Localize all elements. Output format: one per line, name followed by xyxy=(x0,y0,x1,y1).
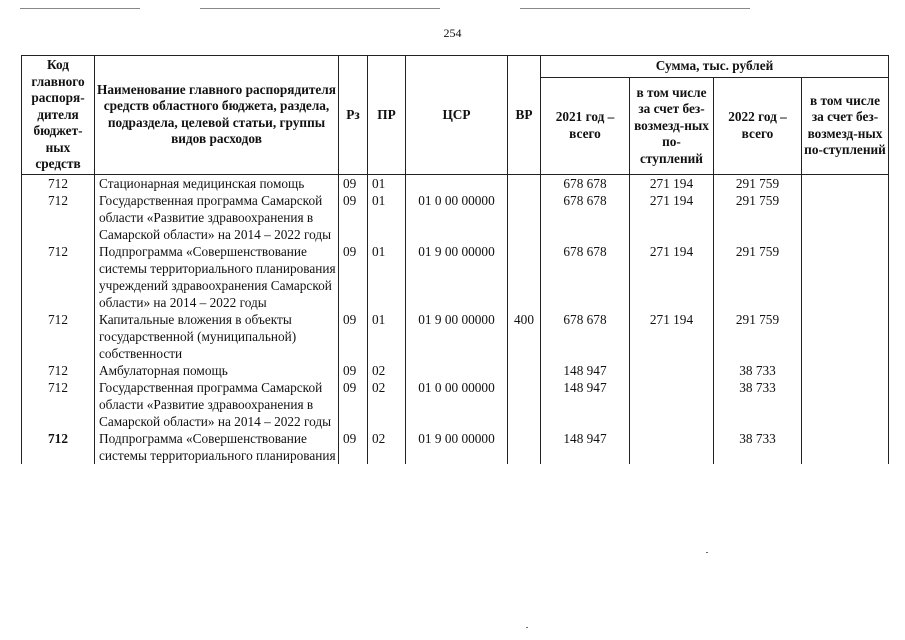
cell-2022-free xyxy=(802,379,889,430)
top-rule-right xyxy=(520,8,750,9)
cell-name: Государственная программа Самарской области «Развитие здравоохранения в Самарской области» на 2014 – 2022 годы xyxy=(95,379,339,430)
table-row xyxy=(22,174,889,192)
cell-code: 712 xyxy=(22,174,95,192)
cell-2021-total: 678 678 xyxy=(541,243,630,311)
header-pr: ПР xyxy=(368,56,406,175)
cell-csr: 01 0 00 00000 xyxy=(406,379,508,430)
header-vr: ВР xyxy=(508,56,541,175)
cell-name: Амбулаторная помощь xyxy=(95,362,339,379)
header-rz: Рз xyxy=(339,56,368,175)
cell-pr: 01 xyxy=(368,174,406,192)
cell-2021-total: 678 678 xyxy=(541,174,630,192)
header-2022-free: в том числе за счет без-возмезд-ных по-ступлений xyxy=(802,78,889,175)
header-2021-free: в том числе за счет без-возмезд-ных по-ступлений xyxy=(630,78,714,175)
cell-2021-free: 271 194 xyxy=(630,174,714,192)
cell-2022-free xyxy=(802,362,889,379)
cell-2022-total: 291 759 xyxy=(714,243,802,311)
cell-2022-free xyxy=(802,174,889,192)
cell-2022-total: 291 759 xyxy=(714,174,802,192)
cell-pr: 02 xyxy=(368,379,406,430)
cell-2021-free: 271 194 xyxy=(630,192,714,243)
table-row xyxy=(22,243,889,311)
cell-rz: 09 xyxy=(339,311,368,362)
cell-pr: 01 xyxy=(368,311,406,362)
cell-name: Подпрограмма «Совершенствование системы территориального планирования xyxy=(95,430,339,464)
cell-pr: 01 xyxy=(368,243,406,311)
cell-csr: 01 9 00 00000 xyxy=(406,430,508,464)
cell-2022-total: 291 759 xyxy=(714,311,802,362)
page-number: 254 xyxy=(443,26,462,40)
cell-2021-total: 148 947 xyxy=(541,430,630,464)
table-row xyxy=(22,379,889,430)
cell-rz: 09 xyxy=(339,362,368,379)
cell-2022-free xyxy=(802,243,889,311)
cell-code: 712 xyxy=(22,243,95,311)
cell-rz: 09 xyxy=(339,174,368,192)
cell-pr: 02 xyxy=(368,362,406,379)
scan-speck xyxy=(706,552,708,553)
cell-vr xyxy=(508,192,541,243)
cell-vr xyxy=(508,379,541,430)
cell-code: 712 xyxy=(22,192,95,243)
cell-rz: 09 xyxy=(339,430,368,464)
cell-2021-total: 678 678 xyxy=(541,311,630,362)
header-csr: ЦСР xyxy=(406,56,508,175)
cell-2021-free: 271 194 xyxy=(630,311,714,362)
cell-rz: 09 xyxy=(339,243,368,311)
cell-pr: 02 xyxy=(368,430,406,464)
cell-name: Подпрограмма «Совершенствование системы территориального планирования учреждений здравоохранения Самарской области» на 2014 – 2022 годы xyxy=(95,243,339,311)
cell-vr xyxy=(508,430,541,464)
cell-vr: 400 xyxy=(508,311,541,362)
table-row xyxy=(22,192,889,243)
cell-csr: 01 9 00 00000 xyxy=(406,243,508,311)
cell-2022-total: 38 733 xyxy=(714,379,802,430)
header-2021-total: 2021 год – всего xyxy=(541,78,630,175)
cell-2022-free xyxy=(802,311,889,362)
header-code: Код главного распоря-дителя бюджет-ных средств xyxy=(22,56,95,175)
cell-csr xyxy=(406,174,508,192)
cell-2022-total: 291 759 xyxy=(714,192,802,243)
table-row xyxy=(22,311,889,362)
budget-table xyxy=(21,55,889,464)
cell-code: 712 xyxy=(22,430,95,464)
header-2022-total: 2022 год – всего xyxy=(714,78,802,175)
cell-2021-total: 678 678 xyxy=(541,192,630,243)
table-row xyxy=(22,430,889,464)
header-sum: Сумма, тыс. рублей xyxy=(541,56,889,78)
cell-vr xyxy=(508,243,541,311)
cell-2022-total: 38 733 xyxy=(714,430,802,464)
top-rule-left xyxy=(20,8,140,9)
cell-rz: 09 xyxy=(339,379,368,430)
cell-2021-free: 271 194 xyxy=(630,243,714,311)
cell-code: 712 xyxy=(22,311,95,362)
table-row xyxy=(22,362,889,379)
scan-speck xyxy=(526,627,528,628)
cell-name: Капитальные вложения в объекты государственной (муниципальной) собственности xyxy=(95,311,339,362)
cell-vr xyxy=(508,362,541,379)
cell-2022-free xyxy=(802,192,889,243)
cell-code: 712 xyxy=(22,379,95,430)
cell-2022-total: 38 733 xyxy=(714,362,802,379)
cell-2021-total: 148 947 xyxy=(541,362,630,379)
cell-code: 712 xyxy=(22,362,95,379)
cell-2021-total: 148 947 xyxy=(541,379,630,430)
cell-2021-free xyxy=(630,362,714,379)
cell-csr xyxy=(406,362,508,379)
cell-2021-free xyxy=(630,430,714,464)
cell-name: Стационарная медицинская помощь xyxy=(95,174,339,192)
cell-vr xyxy=(508,174,541,192)
cell-2021-free xyxy=(630,379,714,430)
header-name: Наименование главного распорядителя средств областного бюджета, раздела, подраздела, целевой статьи, группы видов расходов xyxy=(95,56,339,175)
cell-csr: 01 0 00 00000 xyxy=(406,192,508,243)
cell-pr: 01 xyxy=(368,192,406,243)
top-rule-middle xyxy=(200,8,440,9)
cell-2022-free xyxy=(802,430,889,464)
cell-csr: 01 9 00 00000 xyxy=(406,311,508,362)
cell-rz: 09 xyxy=(339,192,368,243)
cell-name: Государственная программа Самарской области «Развитие здравоохранения в Самарской области» на 2014 – 2022 годы xyxy=(95,192,339,243)
